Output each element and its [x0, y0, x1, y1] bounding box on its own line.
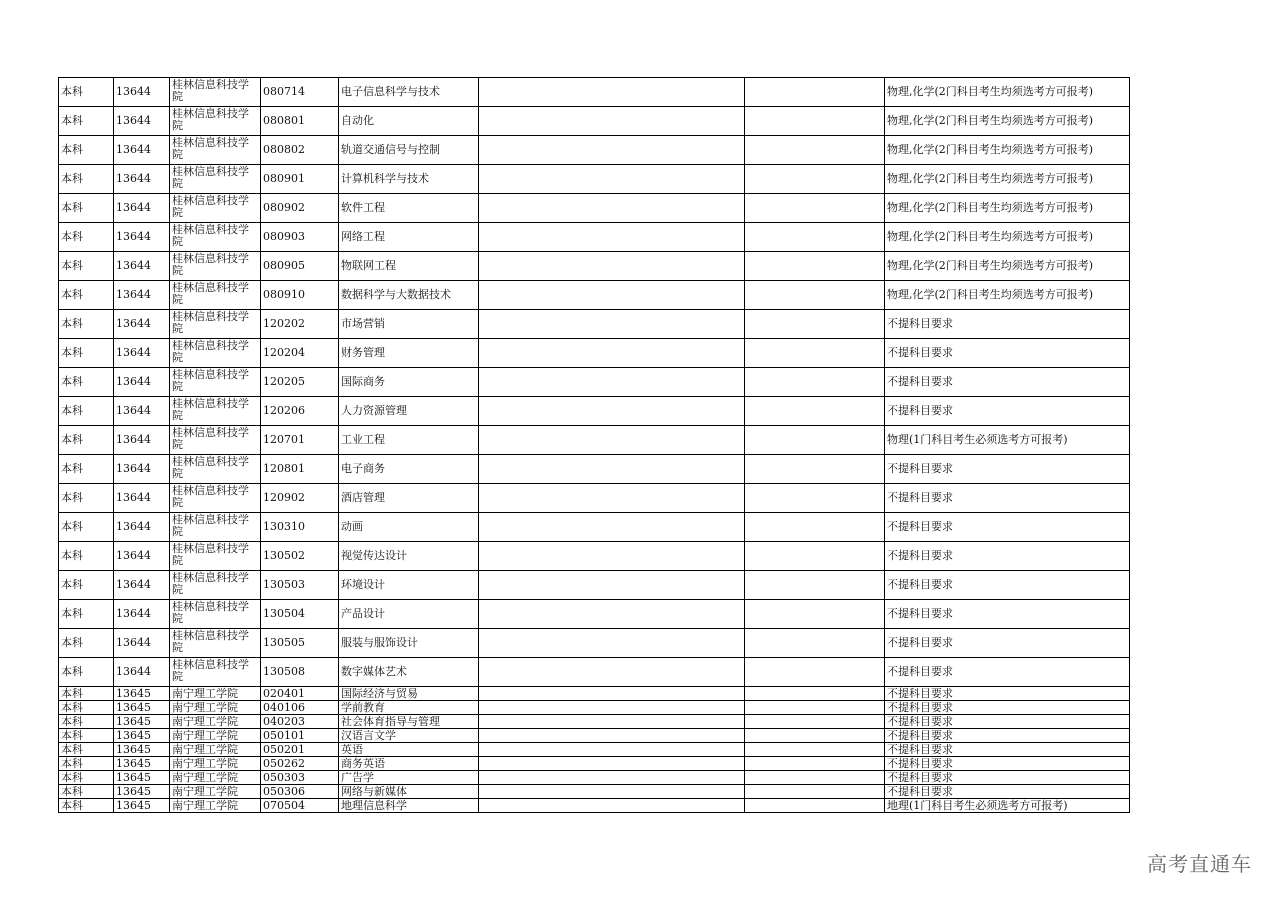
- table-row: [59, 571, 1130, 600]
- table-row: [59, 397, 1130, 426]
- school-name-cell: 桂林信息科技学院: [170, 484, 261, 513]
- level-cell: 本科: [59, 339, 114, 368]
- major-name-cell: 广告学: [339, 771, 479, 785]
- major-name-cell: 数据科学与大数据技术: [339, 281, 479, 310]
- major-code-cell: 080801: [261, 107, 339, 136]
- blank-cell: [745, 785, 885, 799]
- blank-cell: [479, 799, 745, 813]
- school-name-cell: 桂林信息科技学院: [170, 194, 261, 223]
- blank-cell: [745, 78, 885, 107]
- blank-cell: [745, 339, 885, 368]
- subject-requirement-cell: 不提科目要求: [885, 785, 1130, 799]
- level-cell: 本科: [59, 799, 114, 813]
- subject-requirement-cell: 不提科目要求: [885, 339, 1130, 368]
- blank-cell: [745, 771, 885, 785]
- major-code-cell: 130502: [261, 542, 339, 571]
- blank-cell: [479, 715, 745, 729]
- table-row: [59, 281, 1130, 310]
- subject-requirement-cell: 物理,化学(2门科目考生均须选考方可报考): [885, 78, 1130, 107]
- major-name-cell: 市场营销: [339, 310, 479, 339]
- major-code-cell: 080903: [261, 223, 339, 252]
- major-code-cell: 120204: [261, 339, 339, 368]
- table-row: [59, 368, 1130, 397]
- blank-cell: [745, 687, 885, 701]
- subject-requirement-cell: 不提科目要求: [885, 743, 1130, 757]
- level-cell: 本科: [59, 368, 114, 397]
- school-name-cell: 桂林信息科技学院: [170, 78, 261, 107]
- subject-requirement-cell: 不提科目要求: [885, 729, 1130, 743]
- major-code-cell: 080902: [261, 194, 339, 223]
- school-name-cell: 桂林信息科技学院: [170, 397, 261, 426]
- level-cell: 本科: [59, 785, 114, 799]
- subject-requirement-cell: 不提科目要求: [885, 771, 1130, 785]
- level-cell: 本科: [59, 78, 114, 107]
- level-cell: 本科: [59, 455, 114, 484]
- major-name-cell: 物联网工程: [339, 252, 479, 281]
- blank-cell: [745, 513, 885, 542]
- major-name-cell: 工业工程: [339, 426, 479, 455]
- major-name-cell: 环境设计: [339, 571, 479, 600]
- major-code-cell: 040203: [261, 715, 339, 729]
- school-code-cell: 13645: [114, 715, 170, 729]
- school-name-cell: 桂林信息科技学院: [170, 542, 261, 571]
- major-name-cell: 服装与服饰设计: [339, 629, 479, 658]
- blank-cell: [479, 757, 745, 771]
- school-name-cell: 桂林信息科技学院: [170, 136, 261, 165]
- major-code-cell: 050306: [261, 785, 339, 799]
- blank-cell: [479, 785, 745, 799]
- level-cell: 本科: [59, 771, 114, 785]
- blank-cell: [745, 252, 885, 281]
- table-row: [59, 136, 1130, 165]
- school-name-cell: 桂林信息科技学院: [170, 223, 261, 252]
- level-cell: 本科: [59, 194, 114, 223]
- school-code-cell: 13644: [114, 194, 170, 223]
- table-row: [59, 757, 1130, 771]
- blank-cell: [479, 136, 745, 165]
- major-name-cell: 产品设计: [339, 600, 479, 629]
- blank-cell: [479, 368, 745, 397]
- blank-cell: [745, 194, 885, 223]
- school-name-cell: 桂林信息科技学院: [170, 310, 261, 339]
- school-code-cell: 13644: [114, 136, 170, 165]
- major-code-cell: 130505: [261, 629, 339, 658]
- major-code-cell: 050303: [261, 771, 339, 785]
- school-code-cell: 13645: [114, 799, 170, 813]
- school-code-cell: 13644: [114, 629, 170, 658]
- admission-table: [58, 77, 1130, 813]
- blank-cell: [479, 397, 745, 426]
- table-body: [59, 78, 1130, 813]
- level-cell: 本科: [59, 729, 114, 743]
- subject-requirement-cell: 物理,化学(2门科目考生均须选考方可报考): [885, 136, 1130, 165]
- blank-cell: [479, 310, 745, 339]
- blank-cell: [745, 165, 885, 194]
- school-name-cell: 南宁理工学院: [170, 771, 261, 785]
- blank-cell: [745, 455, 885, 484]
- major-code-cell: 040106: [261, 701, 339, 715]
- table-row: [59, 339, 1130, 368]
- major-code-cell: 120801: [261, 455, 339, 484]
- blank-cell: [745, 426, 885, 455]
- major-code-cell: 050201: [261, 743, 339, 757]
- blank-cell: [479, 194, 745, 223]
- blank-cell: [479, 729, 745, 743]
- school-code-cell: 13644: [114, 455, 170, 484]
- table-row: [59, 687, 1130, 701]
- school-code-cell: 13645: [114, 771, 170, 785]
- school-code-cell: 13644: [114, 107, 170, 136]
- subject-requirement-cell: 不提科目要求: [885, 455, 1130, 484]
- major-name-cell: 动画: [339, 513, 479, 542]
- subject-requirement-cell: 物理,化学(2门科目考生均须选考方可报考): [885, 223, 1130, 252]
- blank-cell: [745, 799, 885, 813]
- blank-cell: [479, 571, 745, 600]
- blank-cell: [745, 729, 885, 743]
- major-code-cell: 130503: [261, 571, 339, 600]
- major-code-cell: 120206: [261, 397, 339, 426]
- subject-requirement-cell: 不提科目要求: [885, 542, 1130, 571]
- major-code-cell: 080901: [261, 165, 339, 194]
- blank-cell: [745, 571, 885, 600]
- school-name-cell: 桂林信息科技学院: [170, 600, 261, 629]
- blank-cell: [745, 484, 885, 513]
- level-cell: 本科: [59, 571, 114, 600]
- subject-requirement-cell: 物理,化学(2门科目考生均须选考方可报考): [885, 252, 1130, 281]
- level-cell: 本科: [59, 310, 114, 339]
- major-name-cell: 国际经济与贸易: [339, 687, 479, 701]
- major-code-cell: 130310: [261, 513, 339, 542]
- school-code-cell: 13644: [114, 542, 170, 571]
- major-code-cell: 130504: [261, 600, 339, 629]
- major-name-cell: 网络工程: [339, 223, 479, 252]
- subject-requirement-cell: 物理,化学(2门科目考生均须选考方可报考): [885, 281, 1130, 310]
- level-cell: 本科: [59, 715, 114, 729]
- table-row: [59, 771, 1130, 785]
- subject-requirement-cell: 不提科目要求: [885, 397, 1130, 426]
- blank-cell: [479, 455, 745, 484]
- school-code-cell: 13644: [114, 600, 170, 629]
- table-row: [59, 658, 1130, 687]
- table-row: [59, 629, 1130, 658]
- blank-cell: [479, 600, 745, 629]
- subject-requirement-cell: 地理(1门科目考生必须选考方可报考): [885, 799, 1130, 813]
- major-code-cell: 130508: [261, 658, 339, 687]
- major-code-cell: 120202: [261, 310, 339, 339]
- school-code-cell: 13644: [114, 252, 170, 281]
- table-row: [59, 701, 1130, 715]
- school-name-cell: 桂林信息科技学院: [170, 252, 261, 281]
- blank-cell: [479, 426, 745, 455]
- table-row: [59, 484, 1130, 513]
- blank-cell: [745, 757, 885, 771]
- level-cell: 本科: [59, 165, 114, 194]
- blank-cell: [745, 701, 885, 715]
- major-name-cell: 商务英语: [339, 757, 479, 771]
- major-name-cell: 国际商务: [339, 368, 479, 397]
- subject-requirement-cell: 不提科目要求: [885, 484, 1130, 513]
- subject-requirement-cell: 不提科目要求: [885, 658, 1130, 687]
- blank-cell: [745, 743, 885, 757]
- level-cell: 本科: [59, 701, 114, 715]
- major-name-cell: 自动化: [339, 107, 479, 136]
- major-name-cell: 地理信息科学: [339, 799, 479, 813]
- major-code-cell: 050101: [261, 729, 339, 743]
- level-cell: 本科: [59, 136, 114, 165]
- table-row: [59, 743, 1130, 757]
- blank-cell: [745, 715, 885, 729]
- table-row: [59, 252, 1130, 281]
- blank-cell: [479, 658, 745, 687]
- level-cell: 本科: [59, 513, 114, 542]
- major-code-cell: 080905: [261, 252, 339, 281]
- table-row: [59, 194, 1130, 223]
- blank-cell: [479, 252, 745, 281]
- level-cell: 本科: [59, 281, 114, 310]
- table-row: [59, 513, 1130, 542]
- school-name-cell: 南宁理工学院: [170, 687, 261, 701]
- school-name-cell: 南宁理工学院: [170, 729, 261, 743]
- blank-cell: [745, 136, 885, 165]
- level-cell: 本科: [59, 687, 114, 701]
- major-name-cell: 学前教育: [339, 701, 479, 715]
- school-code-cell: 13644: [114, 339, 170, 368]
- subject-requirement-cell: 不提科目要求: [885, 701, 1130, 715]
- school-name-cell: 桂林信息科技学院: [170, 339, 261, 368]
- school-name-cell: 桂林信息科技学院: [170, 455, 261, 484]
- school-code-cell: 13644: [114, 513, 170, 542]
- subject-requirement-cell: 不提科目要求: [885, 629, 1130, 658]
- school-name-cell: 南宁理工学院: [170, 785, 261, 799]
- subject-requirement-cell: 物理,化学(2门科目考生均须选考方可报考): [885, 107, 1130, 136]
- school-name-cell: 桂林信息科技学院: [170, 281, 261, 310]
- level-cell: 本科: [59, 542, 114, 571]
- major-code-cell: 120205: [261, 368, 339, 397]
- table-row: [59, 542, 1130, 571]
- major-code-cell: 080802: [261, 136, 339, 165]
- blank-cell: [479, 339, 745, 368]
- level-cell: 本科: [59, 397, 114, 426]
- blank-cell: [479, 701, 745, 715]
- level-cell: 本科: [59, 484, 114, 513]
- school-name-cell: 桂林信息科技学院: [170, 107, 261, 136]
- major-name-cell: 人力资源管理: [339, 397, 479, 426]
- school-code-cell: 13645: [114, 729, 170, 743]
- major-name-cell: 酒店管理: [339, 484, 479, 513]
- major-name-cell: 电子信息科学与技术: [339, 78, 479, 107]
- subject-requirement-cell: 物理(1门科目考生必须选考方可报考): [885, 426, 1130, 455]
- school-name-cell: 桂林信息科技学院: [170, 658, 261, 687]
- blank-cell: [745, 368, 885, 397]
- level-cell: 本科: [59, 252, 114, 281]
- blank-cell: [479, 165, 745, 194]
- major-code-cell: 020401: [261, 687, 339, 701]
- major-name-cell: 英语: [339, 743, 479, 757]
- level-cell: 本科: [59, 757, 114, 771]
- school-name-cell: 桂林信息科技学院: [170, 368, 261, 397]
- level-cell: 本科: [59, 743, 114, 757]
- blank-cell: [745, 310, 885, 339]
- subject-requirement-cell: 物理,化学(2门科目考生均须选考方可报考): [885, 165, 1130, 194]
- school-code-cell: 13644: [114, 223, 170, 252]
- blank-cell: [479, 771, 745, 785]
- school-name-cell: 桂林信息科技学院: [170, 571, 261, 600]
- table-row: [59, 426, 1130, 455]
- school-code-cell: 13644: [114, 165, 170, 194]
- table-row: [59, 799, 1130, 813]
- major-code-cell: 070504: [261, 799, 339, 813]
- blank-cell: [479, 542, 745, 571]
- school-name-cell: 南宁理工学院: [170, 799, 261, 813]
- subject-requirement-cell: 不提科目要求: [885, 757, 1130, 771]
- school-name-cell: 南宁理工学院: [170, 701, 261, 715]
- level-cell: 本科: [59, 223, 114, 252]
- blank-cell: [479, 687, 745, 701]
- school-code-cell: 13644: [114, 78, 170, 107]
- school-code-cell: 13645: [114, 701, 170, 715]
- school-name-cell: 南宁理工学院: [170, 757, 261, 771]
- blank-cell: [479, 223, 745, 252]
- level-cell: 本科: [59, 426, 114, 455]
- blank-cell: [479, 743, 745, 757]
- major-name-cell: 视觉传达设计: [339, 542, 479, 571]
- table-row: [59, 729, 1130, 743]
- blank-cell: [479, 281, 745, 310]
- table-row: [59, 785, 1130, 799]
- table-row: [59, 223, 1130, 252]
- school-code-cell: 13645: [114, 757, 170, 771]
- blank-cell: [745, 107, 885, 136]
- major-name-cell: 数字媒体艺术: [339, 658, 479, 687]
- school-name-cell: 桂林信息科技学院: [170, 629, 261, 658]
- major-code-cell: 080714: [261, 78, 339, 107]
- school-code-cell: 13645: [114, 785, 170, 799]
- school-code-cell: 13644: [114, 426, 170, 455]
- blank-cell: [745, 281, 885, 310]
- subject-requirement-cell: 不提科目要求: [885, 600, 1130, 629]
- school-code-cell: 13645: [114, 687, 170, 701]
- major-name-cell: 财务管理: [339, 339, 479, 368]
- major-code-cell: 080910: [261, 281, 339, 310]
- major-name-cell: 汉语言文学: [339, 729, 479, 743]
- major-name-cell: 计算机科学与技术: [339, 165, 479, 194]
- school-code-cell: 13644: [114, 484, 170, 513]
- table-row: [59, 715, 1130, 729]
- school-name-cell: 桂林信息科技学院: [170, 165, 261, 194]
- blank-cell: [479, 78, 745, 107]
- blank-cell: [745, 223, 885, 252]
- school-code-cell: 13644: [114, 571, 170, 600]
- level-cell: 本科: [59, 107, 114, 136]
- subject-requirement-cell: 不提科目要求: [885, 513, 1130, 542]
- table-row: [59, 455, 1130, 484]
- watermark: 高考直通车: [1147, 852, 1252, 876]
- level-cell: 本科: [59, 658, 114, 687]
- level-cell: 本科: [59, 629, 114, 658]
- subject-requirement-cell: 不提科目要求: [885, 368, 1130, 397]
- school-code-cell: 13644: [114, 368, 170, 397]
- major-code-cell: 050262: [261, 757, 339, 771]
- major-name-cell: 网络与新媒体: [339, 785, 479, 799]
- school-name-cell: 南宁理工学院: [170, 743, 261, 757]
- major-name-cell: 电子商务: [339, 455, 479, 484]
- school-name-cell: 桂林信息科技学院: [170, 513, 261, 542]
- table-row: [59, 165, 1130, 194]
- table-row: [59, 600, 1130, 629]
- school-code-cell: 13644: [114, 310, 170, 339]
- blank-cell: [745, 658, 885, 687]
- blank-cell: [479, 484, 745, 513]
- major-name-cell: 轨道交通信号与控制: [339, 136, 479, 165]
- major-name-cell: 社会体育指导与管理: [339, 715, 479, 729]
- table-row: [59, 310, 1130, 339]
- school-code-cell: 13645: [114, 743, 170, 757]
- major-code-cell: 120902: [261, 484, 339, 513]
- school-name-cell: 南宁理工学院: [170, 715, 261, 729]
- school-name-cell: 桂林信息科技学院: [170, 426, 261, 455]
- table-row: [59, 107, 1130, 136]
- level-cell: 本科: [59, 600, 114, 629]
- blank-cell: [479, 513, 745, 542]
- blank-cell: [479, 107, 745, 136]
- blank-cell: [479, 629, 745, 658]
- blank-cell: [745, 397, 885, 426]
- table-row: [59, 78, 1130, 107]
- school-code-cell: 13644: [114, 397, 170, 426]
- school-code-cell: 13644: [114, 281, 170, 310]
- school-code-cell: 13644: [114, 658, 170, 687]
- subject-requirement-cell: 不提科目要求: [885, 715, 1130, 729]
- subject-requirement-cell: 不提科目要求: [885, 310, 1130, 339]
- blank-cell: [745, 542, 885, 571]
- blank-cell: [745, 629, 885, 658]
- major-name-cell: 软件工程: [339, 194, 479, 223]
- subject-requirement-cell: 物理,化学(2门科目考生均须选考方可报考): [885, 194, 1130, 223]
- subject-requirement-cell: 不提科目要求: [885, 571, 1130, 600]
- major-code-cell: 120701: [261, 426, 339, 455]
- blank-cell: [745, 600, 885, 629]
- subject-requirement-cell: 不提科目要求: [885, 687, 1130, 701]
